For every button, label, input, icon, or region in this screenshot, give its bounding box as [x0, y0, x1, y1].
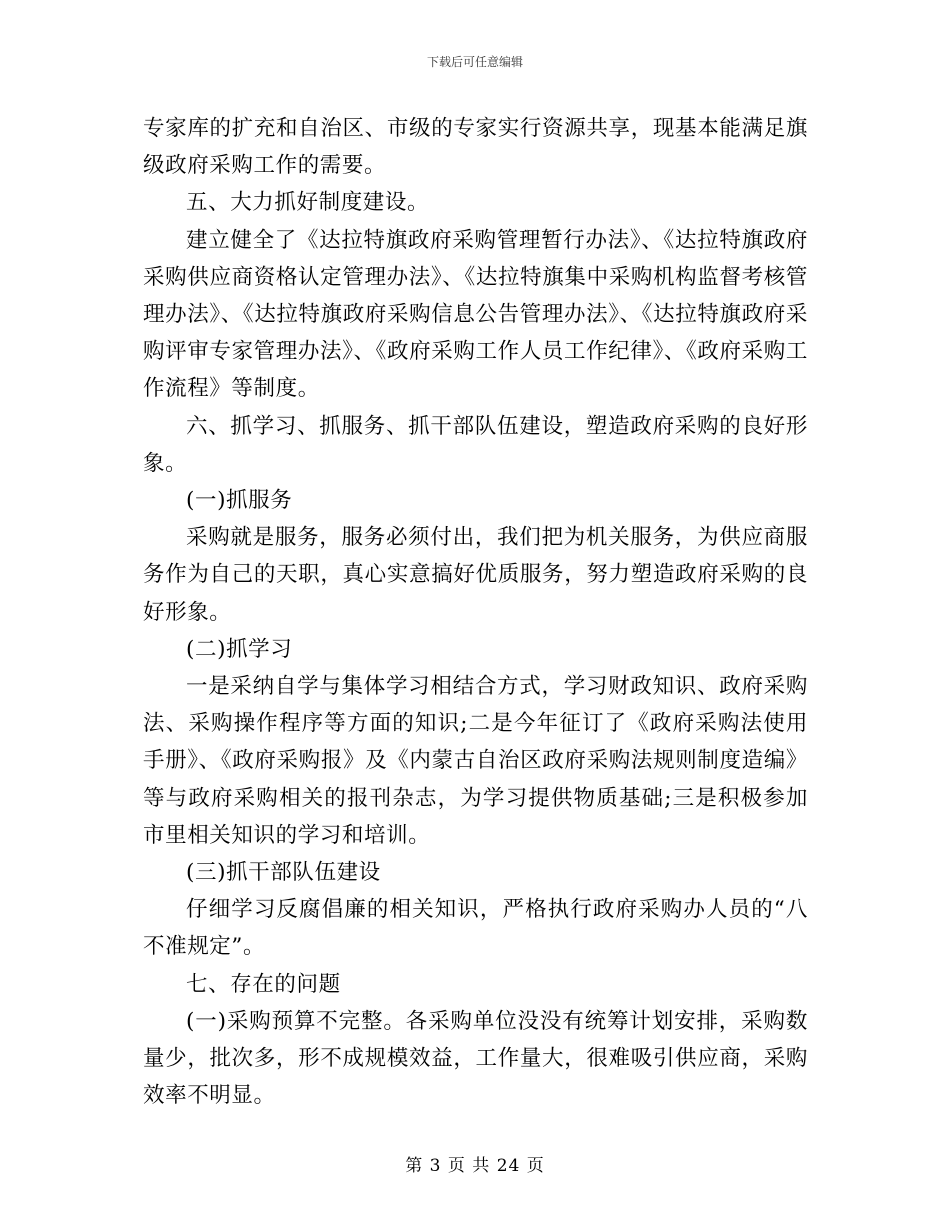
section-heading-5: 五、大力抓好制度建设。	[186, 190, 430, 216]
paragraph-regulations: 建立健全了《达拉特旗政府采购管理暂行办法》、《达拉特旗政府采购供应商资格认定管理办法》、《达拉特旗集中采购机构监督考核管理办法》、《达拉特旗政府采购信息公告管理办法》、《达拉特旗政府采购评审专家管理办法》、《政府采购工作人员工作纪律》、《政府采购工作流程》等制度。	[143, 227, 808, 402]
header-note: 下载后可任意编辑	[426, 55, 523, 69]
paragraph-study: 一是采纳自学与集体学习相结合方式，学习财政知识、政府采购法、采购操作程序等方面的知识;二是今年征订了《政府采购法使用手册》、《政府采购报》及《内蒙古自治区政府采购法规则制度造编》等与政府采购相关的报刊杂志，为学习提供物质基础;三是积极参加市里相关知识的学习和培训。	[143, 674, 808, 848]
page-number-footer: 第 3 页 共 24 页	[405, 1156, 545, 1176]
section-heading-6: 六、抓学习、抓服务、抓干部队伍建设，塑造政府采购的良好形象。	[143, 413, 808, 476]
body-text	[143, 110, 808, 1114]
subheading-team: (三)抓干部队伍建设	[186, 860, 381, 886]
paragraph-continuation: 专家库的扩充和自治区、市级的专家实行资源共享，现基本能满足旗级政府采购工作的需要。	[143, 116, 808, 179]
section-heading-7: 七、存在的问题	[186, 971, 341, 997]
subheading-study: (二)抓学习	[186, 636, 293, 662]
paragraph-service: 采购就是服务，服务必须付出，我们把为机关服务，为供应商服务作为自己的天职，真心实意搞好优质服务，努力塑造政府采购的良好形象。	[143, 525, 808, 625]
paragraph-budget-issue: (一)采购预算不完整。各采购单位没没有统筹计划安排，采购数量少，批次多，形不成规模效益，工作量大，很难吸引供应商，采购效率不明显。	[143, 1008, 808, 1109]
subheading-service: (一)抓服务	[186, 488, 293, 514]
paragraph-team: 仔细学习反腐倡廉的相关知识，严格执行政府采购办人员的“八不准规定”。	[143, 897, 808, 960]
